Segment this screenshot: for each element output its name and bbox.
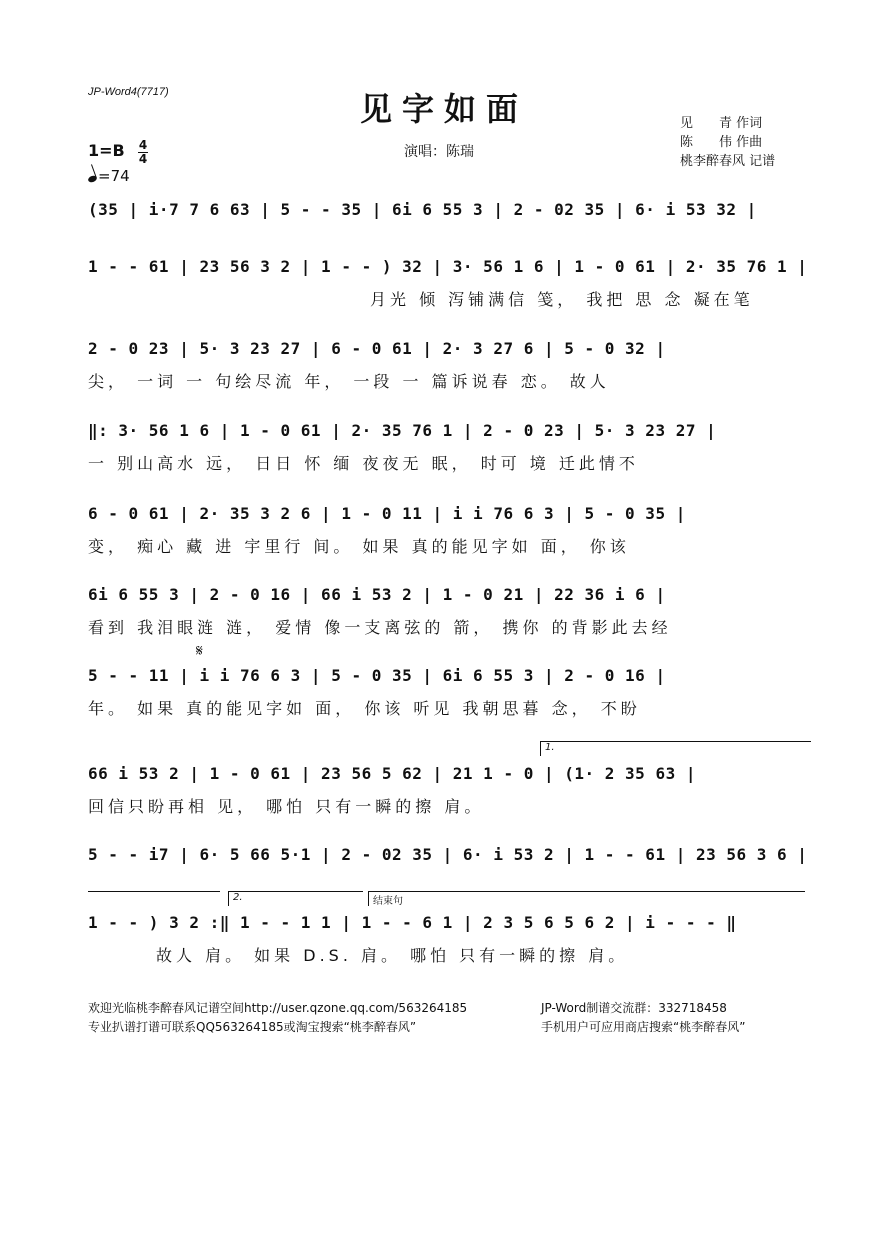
lyric-line-6: 看到 我泪眼涟 涟， 爱情 像一支离弦的 箭， 携你 的背影此去经	[88, 618, 672, 637]
ending-label: 结束句	[373, 896, 403, 907]
footer-contact: 专业扒谱打谱可联系QQ563264185或淘宝搜索“桃李醉春风”	[88, 1020, 417, 1034]
footer-group: JP-Word制谱交流群：332718458	[541, 1001, 727, 1015]
score-line-7: 5 - - 11 | i i 76 6 3 | 5 - 0 35 | 6i 6 55 3 | 2 - 0 16 |	[88, 666, 666, 685]
time-signature-top: 4	[138, 138, 148, 152]
volta-2-label: 2.	[233, 892, 243, 903]
lyric-line-3: 尖， 一词 一 句绘尽流 年， 一段 一 篇诉说春 恋。 故人	[88, 372, 610, 391]
lyric-line-7: 年。 如果 真的能见字如 面， 你该 听见 我朝思暮 念， 不盼	[88, 699, 641, 718]
score-line-5: 6 - 0 61 | 2· 35 3 2 6 | 1 - 0 11 | i i 76 6 3 | 5 - 0 35 |	[88, 504, 686, 523]
lyric-line-8: 回信只盼再相 见， 哪怕 只有一瞬的擦 肩。	[88, 797, 485, 816]
song-title: 见字如面	[359, 90, 528, 128]
key-signature: 1=B	[88, 141, 125, 160]
score-line-4: ‖: 3· 56 1 6 | 1 - 0 61 | 2· 35 76 1 | 2 - 0 23 | 5· 3 23 27 |	[88, 421, 717, 440]
volta-bracket-2	[228, 891, 363, 906]
score-line-1: (35 | i·7 7 6 63 | 5 - - 35 | 6i 6 55 3 | 2 - 02 35 | 6· i 53 32 |	[88, 200, 757, 219]
time-signature-bottom: 4	[138, 152, 148, 166]
tempo-value: =74	[98, 167, 130, 185]
segno-icon: 𝄋	[196, 641, 203, 660]
software-label: JP-Word4(7717)	[88, 86, 169, 98]
lyric-line-4: 一 别山高水 远， 日日 怀 缅 夜夜无 眠， 时可 境 迁此情不	[88, 454, 639, 473]
score-line-8: 66 i 53 2 | 1 - 0 61 | 23 56 5 62 | 21 1 - 0 | (1· 2 35 63 |	[88, 764, 696, 783]
singer-label: 演唱：陈瑞	[404, 144, 474, 160]
score-line-10: 1 - - ) 3 2 :‖ 1 - - 1 1 | 1 - - 6 1 | 2 3 5 6 5 6 2 | i - - - ‖	[88, 913, 737, 932]
lyricist-credit: 见 青 作词	[680, 116, 763, 131]
time-signature	[138, 140, 148, 165]
transcriber-credit: 桃李醉春风 记谱	[680, 154, 776, 169]
score-line-2: 1 - - 61 | 23 56 3 2 | 1 - - ) 32 | 3· 56 1 6 | 1 - 0 61 | 2· 35 76 1 |	[88, 257, 808, 276]
lyric-line-10: 故人 肩。 如果 D.S. 肩。 哪怕 只有一瞬的擦 肩。	[156, 946, 629, 965]
quarter-note-icon	[87, 175, 98, 184]
lyric-line-5: 变， 痴心 藏 进 宇里行 间。 如果 真的能见字如 面， 你该	[88, 537, 630, 556]
footer-website: 欢迎光临桃李醉春风记谱空间http://user.qzone.qq.com/563264185	[88, 1001, 468, 1015]
score-line-3: 2 - 0 23 | 5· 3 23 27 | 6 - 0 61 | 2· 3 27 6 | 5 - 0 32 |	[88, 339, 666, 358]
tempo-marking	[88, 167, 130, 185]
lyric-line-2: 月光 倾 泻铺满信 笺， 我把 思 念 凝在笔	[370, 290, 754, 309]
footer-mobile: 手机用户可应用商店搜索“桃李醉春风”	[541, 1020, 746, 1034]
volta-bracket-1	[540, 741, 811, 756]
score-line-9: 5 - - i7 | 6· 5 66 5·1 | 2 - 02 35 | 6· i 53 2 | 1 - - 61 | 23 56 3 6 |	[88, 845, 808, 864]
volta-1-continuation	[88, 891, 220, 892]
ending-bracket	[368, 891, 805, 906]
composer-credit: 陈 伟 作曲	[680, 135, 763, 150]
score-line-6: 6i 6 55 3 | 2 - 0 16 | 66 i 53 2 | 1 - 0 21 | 22 36 i 6 |	[88, 585, 666, 604]
volta-1-label: 1.	[545, 742, 555, 753]
